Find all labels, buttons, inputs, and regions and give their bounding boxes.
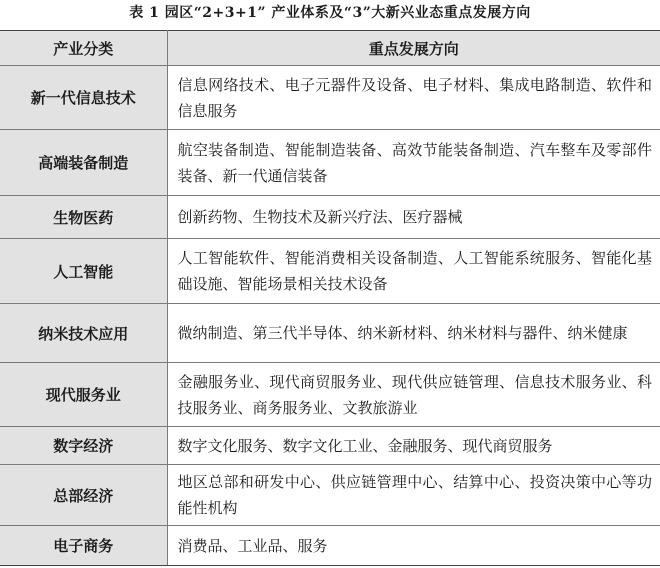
- category-cell: 高端装备制造: [0, 130, 167, 196]
- direction-cell: 信息网络技术、电子元器件及设备、电子材料、集成电路制造、软件和信息服务: [167, 66, 660, 130]
- table-caption: 表 1 园区“2+3+1” 产业体系及“3”大新兴业态重点发展方向: [129, 5, 531, 21]
- category-cell: 数字经济: [0, 427, 167, 465]
- category-cell: 人工智能: [0, 239, 167, 304]
- table-row: [0, 239, 660, 304]
- table-row: [0, 196, 660, 239]
- category-cell: 生物医药: [0, 196, 167, 239]
- direction-cell: 金融服务业、现代商贸服务业、现代供应链管理、信息技术服务业、科技服务业、商务服务业、文教旅游业: [167, 363, 660, 427]
- direction-cell: 人工智能软件、智能消费相关设备制造、人工智能系统服务、智能化基础设施、智能场景相关技术设备: [167, 239, 660, 304]
- category-cell: 现代服务业: [0, 363, 167, 427]
- direction-cell: 创新药物、生物技术及新兴疗法、医疗器械: [167, 196, 660, 239]
- table-row: [0, 427, 660, 465]
- table-row: [0, 66, 660, 130]
- direction-cell: 微纳制造、第三代半导体、纳米新材料、纳米材料与器件、纳米健康: [167, 304, 660, 363]
- direction-cell: 数字文化服务、数字文化工业、金融服务、现代商贸服务: [167, 427, 660, 465]
- category-cell: 电子商务: [0, 526, 167, 566]
- header-key-direction: 重点发展方向: [167, 31, 660, 66]
- table-row: [0, 304, 660, 363]
- table-row: [0, 465, 660, 526]
- direction-cell: 航空装备制造、智能制造装备、高效节能装备制造、汽车整车及零部件装备、新一代通信装备: [167, 130, 660, 196]
- table-row: [0, 130, 660, 196]
- category-cell: 新一代信息技术: [0, 66, 167, 130]
- table-row: [0, 363, 660, 427]
- direction-cell: 消费品、工业品、服务: [167, 526, 660, 566]
- table-row: [0, 526, 660, 566]
- category-cell: 纳米技术应用: [0, 304, 167, 363]
- header-industry-category: 产业分类: [0, 31, 167, 66]
- table-header-row: [0, 31, 660, 66]
- industry-table: [0, 30, 660, 566]
- direction-cell: 地区总部和研发中心、供应链管理中心、结算中心、投资决策中心等功能性机构: [167, 465, 660, 526]
- category-cell: 总部经济: [0, 465, 167, 526]
